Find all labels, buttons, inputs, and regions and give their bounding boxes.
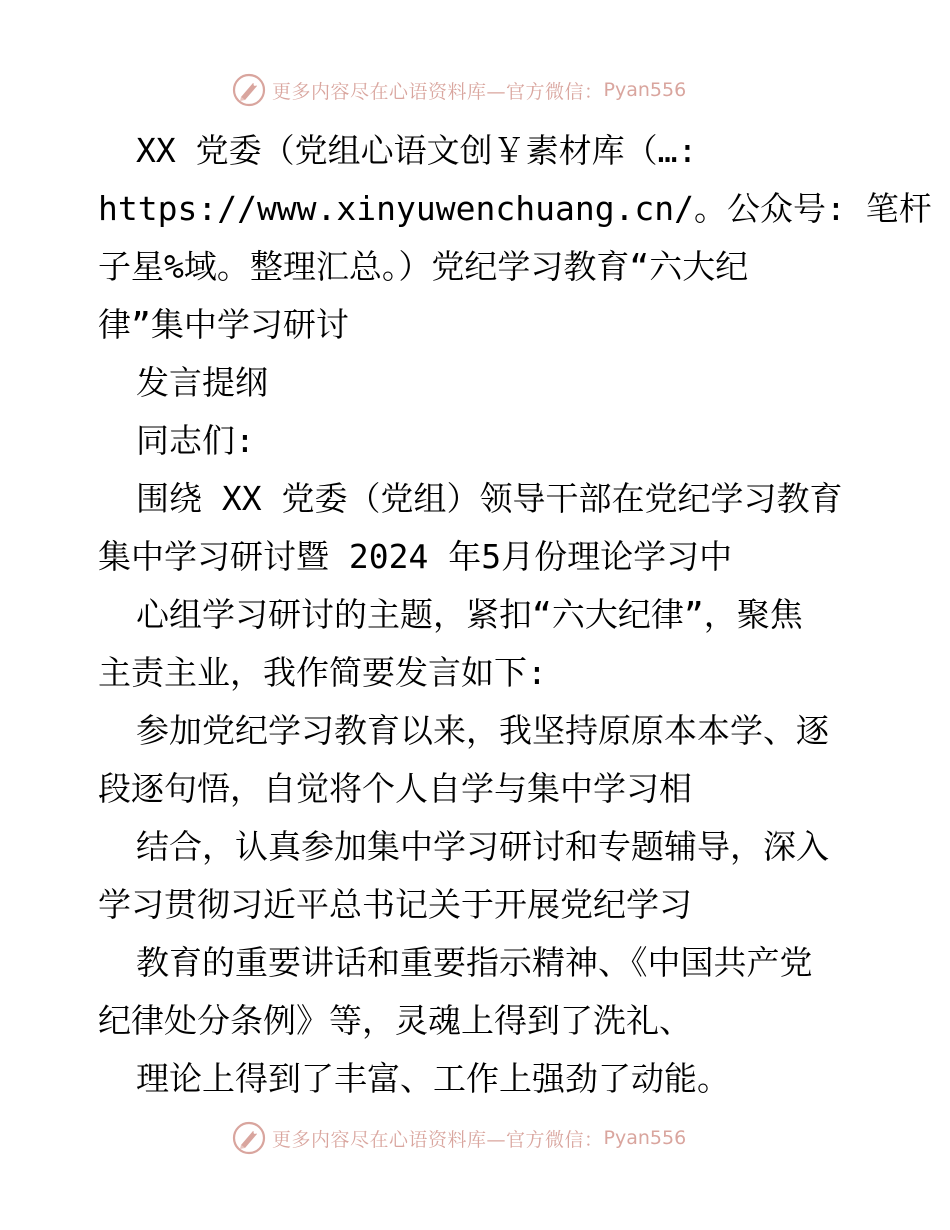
text-line: 结合，认真参加集中学习研讨和专题辅导，深入	[136, 827, 829, 866]
text-line: https://www.xinyuwenchuang.cn/。公众号: 笔杆	[98, 189, 932, 228]
text-line: 发言提纲	[136, 363, 268, 402]
text-line: 律”集中学习研讨	[98, 305, 349, 344]
banner-text: 更多内容尽在心语资料库—官方微信：	[272, 80, 604, 103]
text-line: 参加党纪学习教育以来，我坚持原原本本学、逐	[136, 711, 829, 750]
text-line: XX 党委（党组心语文创￥素材库（…:	[136, 131, 698, 170]
banner-wechat-id: Pyan556	[603, 79, 687, 101]
text-line: 同志们:	[136, 421, 255, 460]
text-line: 围绕 XX 党委（党组）领导干部在党纪学习教育	[136, 479, 843, 518]
footer-watermark-banner	[232, 1118, 686, 1158]
text-line: 纪律处分条例》等，灵魂上得到了洗礼、	[98, 1001, 692, 1040]
text-line: 教育的重要讲话和重要指示精神、《中国共产党	[136, 943, 813, 982]
header-watermark-banner	[232, 70, 686, 110]
banner-wechat-id: Pyan556	[603, 1127, 687, 1149]
text-line: 理论上得到了丰富、工作上强劲了动能。	[136, 1059, 730, 1098]
pen-logo-icon	[232, 1121, 266, 1155]
text-line: 心组学习研讨的主题，紧扣“六大纪律”，聚焦	[136, 595, 803, 634]
banner-text: 更多内容尽在心语资料库—官方微信：	[272, 1128, 604, 1151]
text-line: 学习贯彻习近平总书记关于开展党纪学习	[98, 885, 692, 924]
text-line: 主责主业，我作简要发言如下:	[98, 653, 547, 692]
pen-logo-icon	[232, 73, 266, 107]
text-line: 子星%域。整理汇总。）党纪学习教育“六大纪	[98, 247, 749, 286]
text-line: 段逐句悟，自觉将个人自学与集中学习相	[98, 769, 692, 808]
text-line: 集中学习研讨暨 2024 年5月份理论学习中	[98, 537, 733, 576]
